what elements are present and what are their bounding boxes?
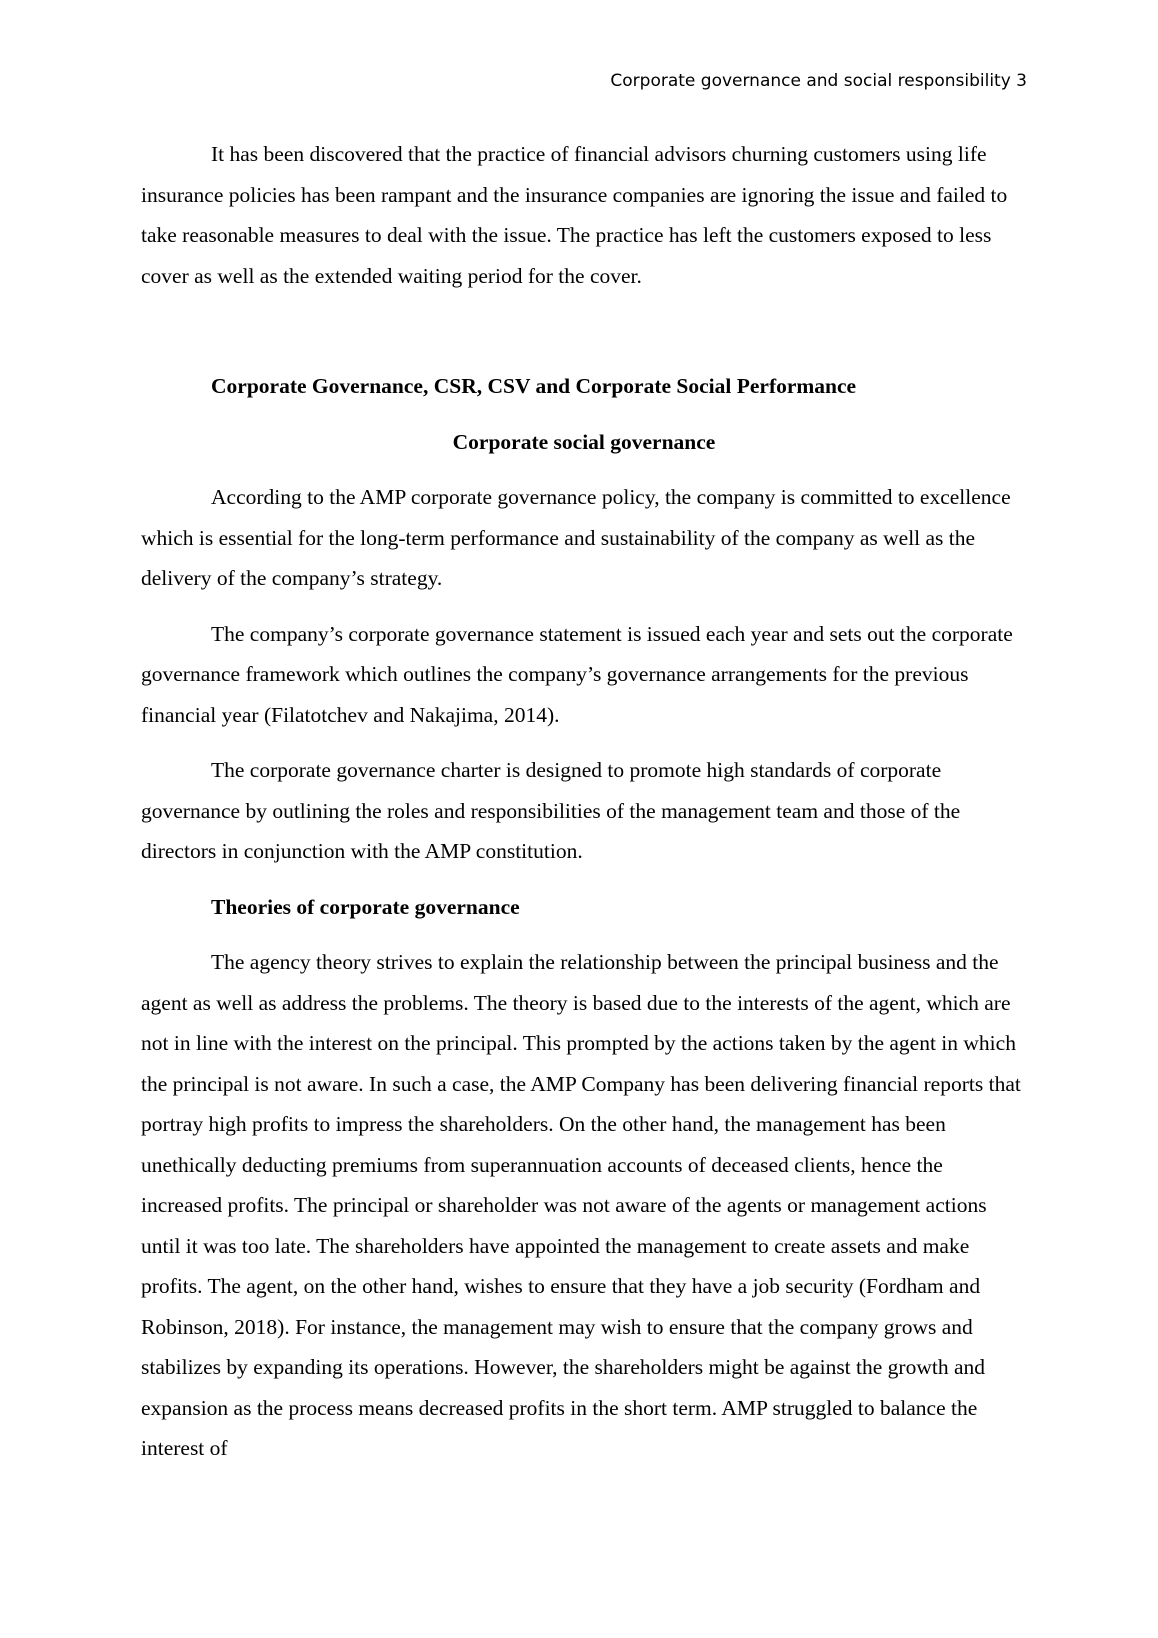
subheading-corporate-social-governance: Corporate social governance (452, 429, 716, 454)
running-header: Corporate governance and social responsibility 3 (610, 71, 1027, 91)
document-body (141, 134, 1027, 1484)
paragraph-amp-policy: According to the AMP corporate governance policy, the company is committed to excellence which is essential for the long-term performance and sustainability of the company as well as the delivery of the company’s strategy. (141, 485, 1011, 590)
paragraph-agency-theory: The agency theory strives to explain the relationship between the principal business and the agent as well as address the problems. The theory is based due to the interests of the agent, which are not in line with the interest on the principal. This prompted by the actions taken by the agent in which the principal is not aware. In such a case, the AMP Company has been delivering financial reports that portray high profits to impress the shareholders. On the other hand, the management has been unethically deducting premiums from superannuation accounts of deceased clients, hence the increased profits. The principal or shareholder was not aware of the agents or management actions until it was too late. The shareholders have appointed the management to create assets and make profits. The agent, on the other hand, wishes to ensure that they have a job security (Fordham and Robinson, 2018). For instance, the management may wish to ensure that the company grows and stabilizes by expanding its operations. However, the shareholders might be against the growth and expansion as the process means decreased profits in the short term. AMP struggled to balance the interest of (141, 950, 1021, 1460)
paragraph-governance-statement: The company’s corporate governance statement is issued each year and sets out the corporate governance framework which outlines the company’s governance arrangements for the previous financial year (Filatotchev and Nakajima, 2014). (141, 621, 1013, 727)
subheading-theories: Theories of corporate governance (211, 894, 520, 919)
section-heading-corporate-governance: Corporate Governance, CSR, CSV and Corporate Social Performance (211, 374, 857, 398)
paragraph-churning: It has been discovered that the practice of financial advisors churning customers using life insurance policies has been rampant and the insurance companies are ignoring the issue and failed to take reasonable measures to deal with the issue. The practice has left the customers exposed to less cover as well as the extended waiting period for the cover. (141, 142, 1008, 288)
paragraph-governance-charter: The corporate governance charter is designed to promote high standards of corporate governance by outlining the roles and responsibilities of the management team and those of the directors in conjunction with the AMP constitution. (141, 758, 961, 863)
